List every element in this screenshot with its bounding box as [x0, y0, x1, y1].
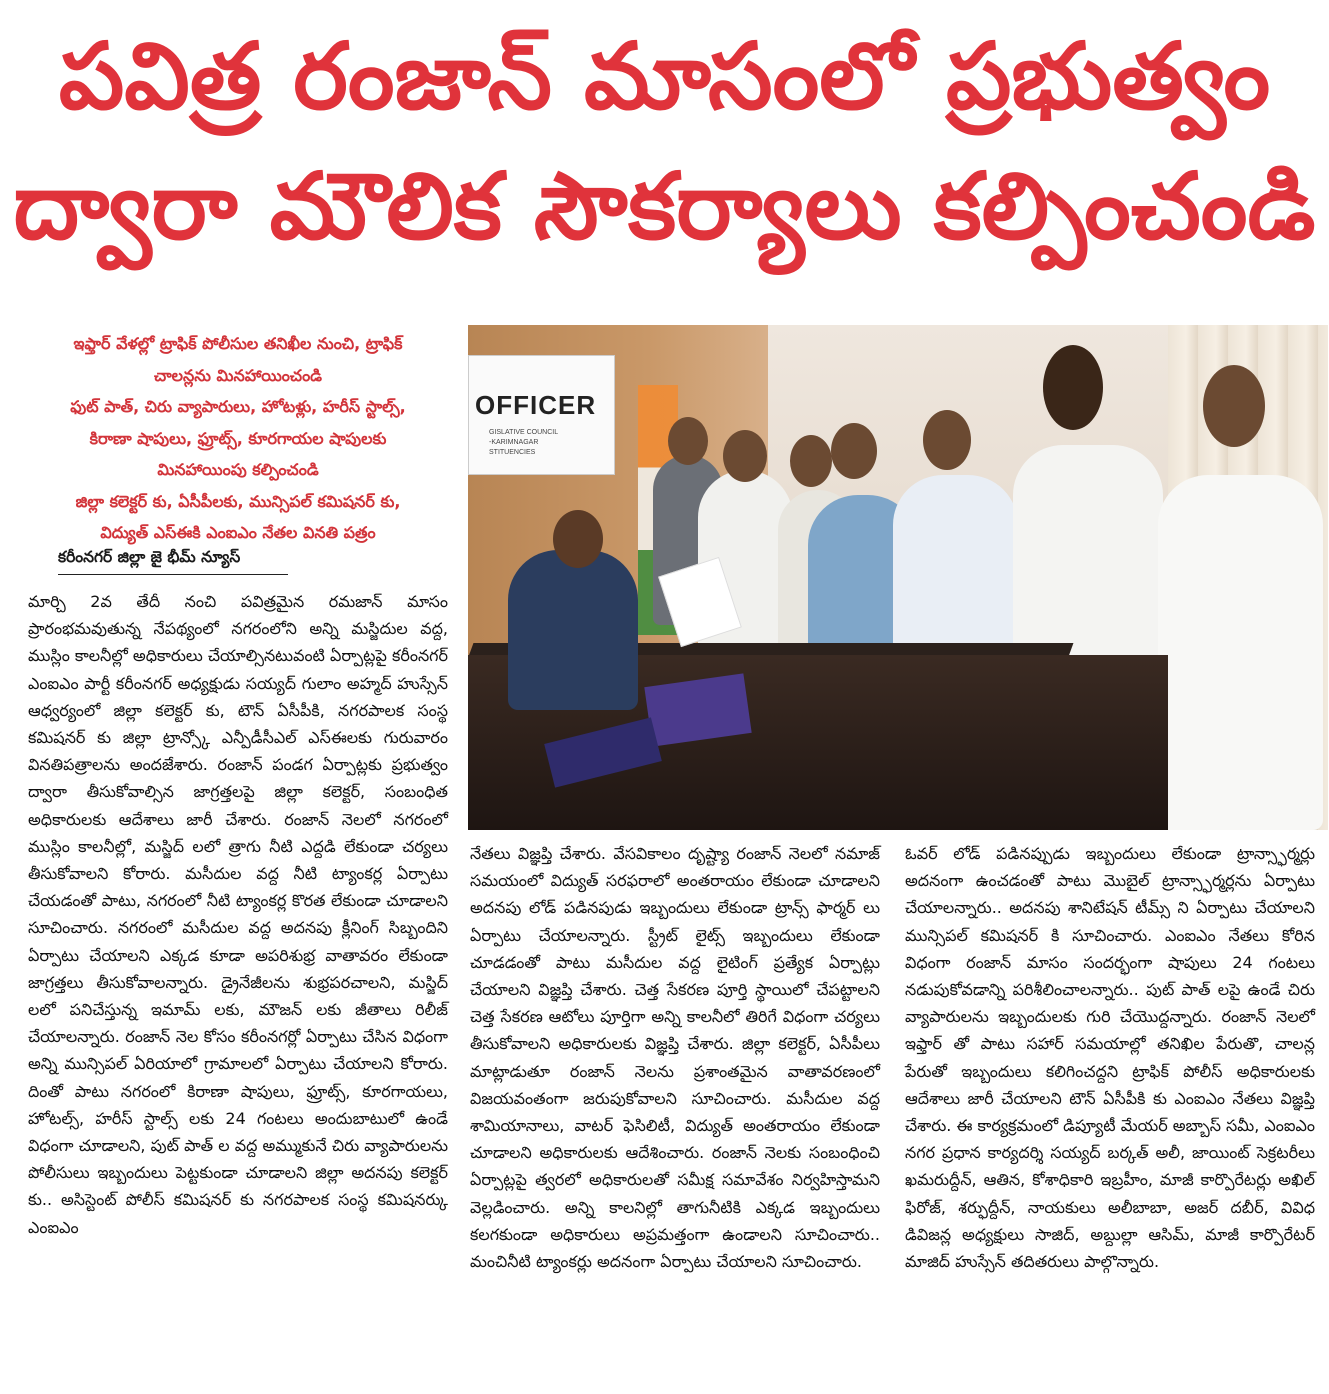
person-2-head: [790, 435, 832, 487]
subheading-6: జిల్లా కలెక్టర్ కు, ఏసీపీలకు, మున్సిపల్ కమిషనర్ కు,: [75, 491, 401, 511]
seated-officer: [508, 550, 638, 710]
article-text-3: ఓవర్ లోడ్ పడినప్పుడు ఇబ్బందులు లేకుండా ట్రాన్స్ఫార్మర్లు అదనంగా ఉంచడంతో పాటు మొబైల్ ట్రాన్స్ఫార్మర్లను ఏర్పాటు చేయాలన్నారు.. అదనపు శానిటేషన్ టీమ్స్ ని ఏర్పాటు చేయాలని మున్సిపల్ కమిషనర్ కి సూచించారు. ఎంఐఎం నేతలు కోరిన విధంగా రంజాన్ మాసం సందర్భంగా షాపులు 24 గంటలు నడుపుకోవడాన్ని పరిశీలించాలన్నారు.. పుట్ పాత్ లపై ఉండే చిరు వ్యాపారులను ఇబ్బందులకు గురి చేయొద్దన్నారు. రంజాన్ నెలలో ఇఫ్తార్ తో పాటు సహార్ సమయాల్లో తనిఖిల పేరుతొ, చాలన్ల పేరుతో ఇబ్బందులు కలిగించద్దని ట్రాఫిక్ పోలీస్ అధికారులకు ఆదేశాలు జారీ చేయాలని టౌన్ ఏసీపీకి కు ఎంఐఎం నేతలు విజ్ఞప్తి చేశారు. ఈ కార్యక్రమంలో డిప్యూటీ మేయర్ అబ్బాస్ సమీ, ఎంఐఎం నగర ప్రధాన కార్యదర్శి సయ్యద్ బర్కత్ అలీ, జాయింట్ సెక్రటరీలు ఖమరుద్దీన్, ఆతిన, కోశాధికారి ఇబ్రహీం, మాజీ కార్పొరేటర్లు అఖిల్ ఫిరోజ్, శర్ఫుద్దీన్, నాయకులు అలీబాబా, అజర్ దబీర్, వివిధ డివిజన్ల అధ్యక్షులు సాజిద్, అబ్దుల్లా ఆసిమ్, మాజీ కార్పొరేటర్ మాజిద్ హుస్సేన్ తదితరులు పాల్గొన్నారు.: [905, 844, 1315, 1272]
article-text-2: నేతలు విజ్ఞప్తి చేశారు. వేసవికాలం దృష్ట్యా రంజాన్ నెలలో నమాజ్ సమయంలో విద్యుత్ సరఫరాలో అంతరాయం లేకుండా చూడాలని అదనపు లోడ్ పడినపుడు ఇబ్బందులు లేకుండా ట్రాన్స్ ఫార్మర్ లు ఏర్పాటు చేయాలన్నారు. స్ట్రీట్ లైట్స్ ఇబ్బందులు లేకుండా చూడడంతో పాటు మసీదుల వద్ద లైటింగ్ ప్రత్యేక ఏర్పాట్లు చేయాలని విజ్ఞప్తి చేశారు. చెత్త సేకరణ పూర్తి స్థాయిలో చేపట్టాలని చెత్త సేకరణ ఆటోలు పూర్తిగా అన్ని కాలనీలో తిరిగే విధంగా చర్యలు తీసుకోవాలని అధికారులకు విజ్ఞప్తి చేశారు. జిల్లా కలెక్టర్, ఏసీపీలు మాట్లాడుతూ రంజాన్ నెలను ప్రశాంతమైన వాతావరణంలో విజయవంతంగా జరుపుకోవాలని సూచించారు. మసీదుల వద్ద శామియానాలు, వాటర్ ఫెసిలిటీ, విద్యుత్ అంతరాయం లేకుండా చూడాలని అధికారులకు ఆదేశించారు. రంజాన్ నెలకు సంబంధించి ఏర్పాట్లపై త్వరలో అధికారులతో సమీక్ష సమావేశం నిర్వహిస్తామని వెల్లడించారు. అన్ని కాలనిల్లో తాగునీటికి ఎక్కడ ఇబ్బందులు కలగకుండా అధికారులు అప్రమత్తంగా ఉండాలని సూచించారు.. మంచినీటి ట్యాంకర్లు అదనంగా ఏర్పాటు చేయాలని సూచించారు.: [470, 844, 880, 1272]
subheading-4: కిరాణా షాపులు, ఫ్రూట్స్, కూరగాయల షాపులకు: [89, 428, 387, 448]
person-6-head: [1203, 365, 1265, 447]
byline: కరీంనగర్ జిల్లా జై భీమ్ న్యూస్: [58, 548, 288, 575]
headline-line-1: పవిత్ర రంజాన్ మాసంలో ప్రభుత్వం: [58, 23, 1271, 130]
person-7-head: [668, 417, 708, 465]
article-column-1: [28, 588, 448, 1241]
seated-officer-head: [553, 510, 603, 568]
person-6: [1158, 475, 1323, 830]
person-3-head: [831, 423, 877, 479]
person-1-head: [723, 430, 767, 482]
article-column-3: [905, 840, 1315, 1275]
news-photo: [468, 325, 1328, 830]
officer-sign: [468, 355, 615, 475]
article-text-1: మార్చి 2వ తేదీ నంచి పవిత్రమైన రమజాన్ మాసం ప్రారంభమవుతున్న నేపథ్యంలో నగరంలోని అన్ని మస్జిదుల వద్ద, ముస్లిం కాలనీల్లో అధికారులు చేయాల్సినటువంటి ఏర్పాట్లపై కరీంనగర్ ఎంఐఎం పార్టీ కరీంనగర్ అధ్యక్షుడు సయ్యద్ గులాం అహ్మద్ హుస్సేన్ ఆధ్వర్యంలో జిల్లా కలెక్టర్ కు, టౌన్ ఏసీపీకి, నగరపాలక సంస్థ కమిషనర్ కు జిల్లా ట్రాన్స్కో ఎన్పీడీసీఎల్ ఎస్ఈలకు గురువారం వినతిపత్రాలను అందజేశారు. రంజాన్ పండగ ఏర్పాట్లకు ప్రభుత్వం ద్వారా తీసుకోవాల్సిన జాగ్రత్తలపై జిల్లా కలెక్టర్, సంబంధిత అధికారులకు ఆదేశాలు జారీ చేశారు. రంజాన్ నెలలో నగరంలో ముస్లిం కాలనీల్లో, మస్జిద్ లలో త్రాగు నీటి ఎద్దడి లేకుండా చర్యలు తీసుకోవాలని కోరారు. మసీదుల వద్ద నీటి ట్యాంకర్ల ఏర్పాటు చేయడంతో పాటు, నగరంలో నీటి ట్యాంకర్ల కొరత లేకుండా చూడాలని సూచించారు. నగరంలో మసీదుల వద్ద అదనపు క్లీనింగ్ సిబ్బందిని ఏర్పాటు చేయాలని ఎక్కడ కూడా అపరిశుభ్ర వాతావరం లేకుండా జాగ్రత్తలు తీసుకోవాలన్నారు. డ్రైనేజీలను శుభ్రపరచాలని, మస్జిద్ లలో పనిచేస్తున్న ఇమామ్ లకు, మౌజన్ లకు జీతాలు రిలీజ్ చేయాలన్నారు. రంజాన్ నెల కోసం కరీంనగర్లో ఏర్పాటు చేసిన విధంగా అన్ని మున్సిపల్ ఏరియాలో గ్రామాలలో ఏర్పాటు చేయాలని కోరారు. దింతో పాటు నగరంలో కిరాణా షాపులు, ఫ్రూట్స్, కూరగాయలు, హోటల్స్, హరీస్ స్టాల్స్ లకు 24 గంటలు అందుబాటులో ఉండే విధంగా చూడాలని, పుట్ పాత్ ల వద్ద అమ్ముకునే చిరు వ్యాపారులను పోలీసులు ఇబ్బందులు పెట్టకుండా చూడాలని జిల్లా అదనపు కలెక్టర్ కు.. అసిస్టెంట్ పోలీస్ కమిషనర్ కు నగరపాలక సంస్థ కమిషనర్కు ఎంఐఎం: [28, 592, 448, 1237]
subheading-5: మినహాయింపు కల్పించండి: [157, 460, 319, 479]
officer-sign-subtext: GISLATIVE COUNCIL -KARIMNAGAR STITUENCIES: [489, 429, 559, 456]
person-4-head: [923, 410, 971, 470]
article-column-2: [470, 840, 880, 1275]
person-5-head: [1043, 345, 1103, 430]
officer-sign-title: OFFICER: [475, 390, 597, 420]
headline: [10, 12, 1319, 272]
subheading-1: ఇఫ్తార్ వేళల్లో ట్రాఫిక్ పోలీసుల తనిఖీల నుంచి, ట్రాఫిక్: [73, 334, 403, 353]
subheading-7: విద్యుత్ ఎస్ఈకి ఎంఐఎం నేతల వినతి పత్రం: [100, 523, 376, 542]
subheading-2: చాలన్లను మినహాయించండి: [153, 365, 323, 385]
headline-line-2: ద్వారా మౌలిక సౌకర్యాలు కల్పించండి: [13, 153, 1316, 260]
subheading-3: ఫుట్ పాత్, చిరు వ్యాపారులు, హోటళ్లు, హరీస్ స్టాల్స్,: [70, 397, 406, 416]
subheadings: [28, 328, 448, 549]
